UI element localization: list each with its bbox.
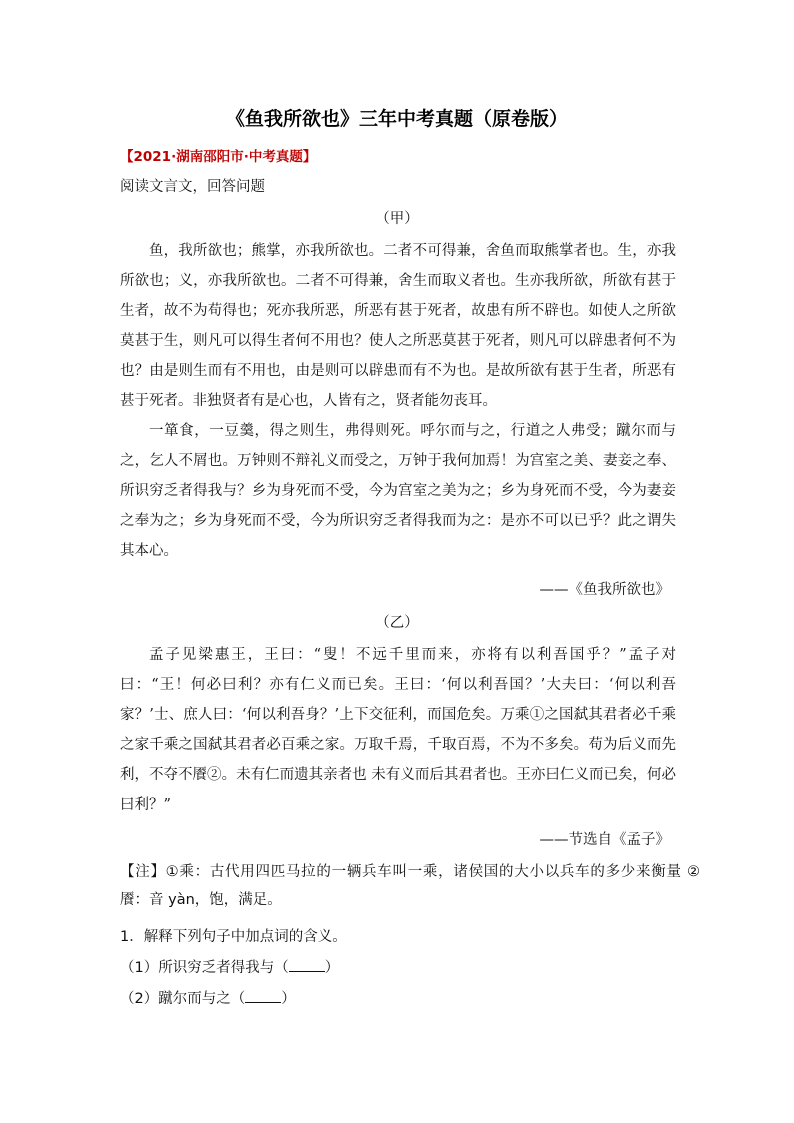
reading-instruction: 阅读文言文，回答问题 [120,179,265,195]
question-1-item-1-close: ） [324,960,340,976]
question-1-item-2 [120,987,296,1008]
answer-blank-1[interactable] [289,957,325,972]
note-text: ①乘：古代用四匹马拉的一辆兵车叫一乘，诸侯国的大小以兵车的多少来衡量 ②餍：音 yàn，饱，满足。 [120,864,701,908]
question-1-item-2-text: （2）蹴尔而与之（ [120,991,246,1007]
passage-a-attribution: ——《鱼我所欲也》 [539,582,670,598]
passage-b-label: （乙） [375,615,419,631]
passage-a-paragraph-1: 鱼，我所欲也；熊掌，亦我所欲也。二者不可得兼，舍鱼而取熊掌者也。生，亦我所欲也；义，亦我所欲也。二者不可得兼，舍生而取义者也。生亦我所欲，所欲有甚于生者，故不为苟得也；死亦我所恶，所恶有甚于死者，故患有所不辟也。如使人之所欲莫甚于生，则凡可以得生者何不用也？使人之所恶莫甚于死者，则凡可以辟患者何不为也？由是则生而有不用也，由是则可以辟患而有不为也。是故所欲有甚于生者，所恶有甚于死者。非独贤者有是心也，人皆有之，贤者能勿丧耳。 [120,243,676,409]
question-1-item-2-close: ） [281,991,296,1007]
question-1-item-1-text: （1）所识穷乏者得我与（ [120,960,289,976]
passage-a-label: （甲） [375,211,419,227]
passage-a-paragraph-2: 一箪食，一豆羹，得之则生，弗得则死。呼尔而与之，行道之人弗受；蹴尔而与之，乞人不屑也。万钟则不辩礼义而受之，万钟于我何加焉！为宫室之美、妻妾之奉、所识穷乏者得我与？乡为身死而不受，今为宫室之美为之；乡为身死而不受，今为妻妾之奉为之；乡为身死而不受，今为所识穷乏者得我而为之：是亦不可以已乎？此之谓失其本心。 [120,423,676,559]
note-label: 【注】 [120,864,166,880]
annotation-note [120,858,700,914]
passage-b-paragraph-1: 孟子见梁惠王，王曰：“叟！不远千里而来，亦将有以利吾国乎？”孟子对曰：“王！何必曰利？亦有仁义而已矣。王曰：‘何以利吾国？’大夫曰：‘何以利吾家？’士、庶人曰：‘何以利吾身？’上下交征利，而国危矣。万乘①之国弑其君者必千乘之家千乘之国弑其君者必百乘之家。万取千焉，千取百焉，不为不多矣。苟为后义而先利，不夺不餍②。未有仁而遗其亲者也 未有义而后其君者也。王亦曰仁义而已矣，何必曰利？” [120,647,676,813]
passage-b [120,640,676,820]
exam-source-tag: 【2021·湖南邵阳市·中考真题】 [120,149,317,165]
passage-b-attribution: ——节选自《孟子》 [539,832,670,848]
document-title: 《鱼我所欲也》三年中考真题（原卷版） [225,108,568,130]
question-1-item-1 [120,956,339,977]
passage-a [120,236,676,566]
answer-blank-2[interactable] [245,988,281,1003]
question-1: 1．解释下列句子中加点词的含义。 [120,929,347,945]
